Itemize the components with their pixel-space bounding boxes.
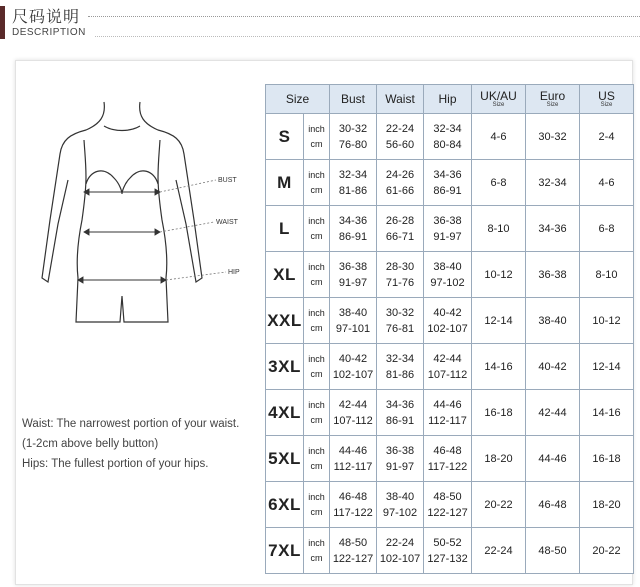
size-cell xyxy=(266,528,304,574)
us-cell xyxy=(580,114,634,160)
header-size: Size xyxy=(266,85,330,114)
size-label: L xyxy=(279,218,290,238)
cm-value: 91-97 xyxy=(338,276,368,289)
waist-cell xyxy=(377,528,424,574)
us-value: 4-6 xyxy=(598,176,615,189)
size-label: M xyxy=(277,172,292,192)
inch-value: 30-32 xyxy=(385,306,415,319)
euro-value: 42-44 xyxy=(538,406,567,419)
inch-value: 26-28 xyxy=(385,214,415,227)
uk-au-value: 6-8 xyxy=(490,176,507,189)
header-uk-au: UK/AU Size xyxy=(472,85,526,114)
header-divider xyxy=(88,16,640,17)
size-cell xyxy=(266,482,304,528)
inch-value: 22-24 xyxy=(385,122,415,135)
us-value: 6-8 xyxy=(598,222,615,235)
cm-value: 61-66 xyxy=(385,184,415,197)
inch-value: 48-50 xyxy=(338,536,368,549)
uk-au-value: 14-16 xyxy=(484,360,513,373)
header-waist: Waist xyxy=(377,85,424,114)
table-row xyxy=(266,528,634,574)
euro-value: 36-38 xyxy=(538,268,567,281)
cm-value: 81-86 xyxy=(385,368,415,381)
unit-cm: cm xyxy=(310,322,323,333)
inch-value: 36-38 xyxy=(433,214,462,227)
uk-au-value: 4-6 xyxy=(490,130,507,143)
size-label: S xyxy=(278,126,291,146)
note-waist-detail: (1-2cm above belly button) xyxy=(22,438,159,450)
size-label: 7XL xyxy=(268,540,301,560)
size-label: XL xyxy=(273,264,296,284)
us-cell xyxy=(580,206,634,252)
inch-value: 32-34 xyxy=(338,168,368,181)
inch-value: 40-42 xyxy=(338,352,368,365)
unit-inch: inch xyxy=(308,169,325,180)
cm-value: 81-86 xyxy=(338,184,368,197)
us-cell xyxy=(580,436,634,482)
inch-value: 24-26 xyxy=(385,168,415,181)
waist-cell xyxy=(377,482,424,528)
inch-value: 38-40 xyxy=(433,260,462,273)
uk-au-value: 20-22 xyxy=(484,498,513,511)
cm-value: 112-117 xyxy=(428,414,467,427)
cm-value: 107-112 xyxy=(333,414,373,427)
header-bust: Bust xyxy=(330,85,377,114)
cm-value: 71-76 xyxy=(385,276,415,289)
inch-value: 32-34 xyxy=(433,122,462,135)
uk-au-value: 16-18 xyxy=(484,406,513,419)
uk-au-value: 8-10 xyxy=(487,222,510,235)
inch-value: 28-30 xyxy=(385,260,415,273)
size-cell xyxy=(266,252,304,298)
unit-inch: inch xyxy=(308,123,325,134)
us-cell xyxy=(580,298,634,344)
header-hip: Hip xyxy=(424,85,472,114)
euro-value: 48-50 xyxy=(538,544,567,557)
waist-cell xyxy=(377,390,424,436)
unit-cell xyxy=(304,390,330,436)
unit-cm: cm xyxy=(310,138,323,149)
header-accent-bar xyxy=(0,6,5,39)
waist-cell xyxy=(377,252,424,298)
uk-au-cell xyxy=(472,160,526,206)
table-row xyxy=(266,114,634,160)
bust-cell xyxy=(330,160,377,206)
us-cell xyxy=(580,482,634,528)
unit-cell xyxy=(304,252,330,298)
uk-au-cell xyxy=(472,114,526,160)
unit-inch: inch xyxy=(308,261,325,272)
unit-inch: inch xyxy=(308,307,325,318)
table-row xyxy=(266,390,634,436)
size-cell xyxy=(266,114,304,160)
waist-cell xyxy=(377,206,424,252)
us-value: 8-10 xyxy=(595,268,618,281)
unit-inch: inch xyxy=(308,445,325,456)
uk-au-value: 18-20 xyxy=(484,452,513,465)
us-value: 18-20 xyxy=(592,498,621,511)
hip-cell xyxy=(424,390,472,436)
inch-value: 46-48 xyxy=(433,444,462,457)
inch-value: 22-24 xyxy=(385,536,415,549)
euro-cell xyxy=(526,114,580,160)
cm-value: 86-91 xyxy=(338,230,368,243)
euro-cell xyxy=(526,528,580,574)
unit-cell xyxy=(304,436,330,482)
size-cell xyxy=(266,344,304,390)
unit-cm: cm xyxy=(310,184,323,195)
euro-cell xyxy=(526,298,580,344)
euro-cell xyxy=(526,482,580,528)
uk-au-cell xyxy=(472,206,526,252)
table-row xyxy=(266,436,634,482)
unit-cell xyxy=(304,482,330,528)
unit-cm: cm xyxy=(310,414,323,425)
cm-value: 97-102 xyxy=(430,276,465,289)
inch-value: 38-40 xyxy=(385,490,415,503)
inch-value: 34-36 xyxy=(433,168,462,181)
us-cell xyxy=(580,528,634,574)
hip-cell xyxy=(424,436,472,482)
header-title: 尺码说明 xyxy=(12,9,81,26)
uk-au-value: 10-12 xyxy=(484,268,513,281)
waist-cell xyxy=(377,298,424,344)
inch-value: 42-44 xyxy=(433,352,462,365)
cm-value: 76-81 xyxy=(385,322,415,335)
euro-cell xyxy=(526,344,580,390)
us-value: 12-14 xyxy=(592,360,621,373)
cm-value: 97-102 xyxy=(382,506,418,519)
waist-cell xyxy=(377,344,424,390)
uk-au-cell xyxy=(472,528,526,574)
cm-value: 122-127 xyxy=(332,552,374,565)
size-cell xyxy=(266,298,304,344)
euro-cell xyxy=(526,390,580,436)
us-value: 16-18 xyxy=(592,452,621,465)
hip-cell xyxy=(424,482,472,528)
cm-value: 56-60 xyxy=(385,138,415,151)
us-value: 20-22 xyxy=(592,544,621,557)
inch-value: 38-40 xyxy=(338,306,368,319)
table-row xyxy=(266,344,634,390)
cm-value: 91-97 xyxy=(385,460,415,473)
inch-value: 34-36 xyxy=(385,398,415,411)
size-label: 6XL xyxy=(268,494,301,514)
euro-value: 30-32 xyxy=(538,130,567,143)
us-value: 14-16 xyxy=(592,406,621,419)
inch-value: 32-34 xyxy=(385,352,415,365)
measurement-notes xyxy=(22,414,239,474)
us-value: 10-12 xyxy=(592,314,621,327)
size-cell xyxy=(266,390,304,436)
cm-value: 127-132 xyxy=(427,552,468,565)
unit-inch: inch xyxy=(308,215,325,226)
unit-cm: cm xyxy=(310,230,323,241)
size-label: 5XL xyxy=(268,448,301,468)
cm-value: 102-107 xyxy=(379,552,421,565)
bust-cell xyxy=(330,436,377,482)
uk-au-cell xyxy=(472,482,526,528)
uk-au-value: 22-24 xyxy=(484,544,513,557)
us-cell xyxy=(580,252,634,298)
euro-value: 34-36 xyxy=(538,222,567,235)
cm-value: 117-122 xyxy=(427,460,468,473)
hip-cell xyxy=(424,252,472,298)
inch-value: 40-42 xyxy=(433,306,462,319)
euro-cell xyxy=(526,252,580,298)
size-cell xyxy=(266,160,304,206)
table-row xyxy=(266,160,634,206)
inch-value: 42-44 xyxy=(338,398,368,411)
hip-cell xyxy=(424,528,472,574)
size-label: 3XL xyxy=(268,356,301,376)
euro-value: 32-34 xyxy=(538,176,567,189)
waist-cell xyxy=(377,114,424,160)
us-cell xyxy=(580,390,634,436)
header-euro: Euro Size xyxy=(526,85,580,114)
unit-inch: inch xyxy=(308,399,325,410)
size-label: 4XL xyxy=(268,402,301,422)
waist-cell xyxy=(377,160,424,206)
inch-value: 48-50 xyxy=(433,490,462,503)
unit-inch: inch xyxy=(308,353,325,364)
cm-value: 86-91 xyxy=(385,414,415,427)
hip-label: HIP xyxy=(228,269,240,276)
cm-value: 80-84 xyxy=(433,138,462,151)
header-us: US Size xyxy=(580,85,634,114)
cm-value: 76-80 xyxy=(338,138,368,151)
unit-cm: cm xyxy=(310,368,323,379)
inch-value: 34-36 xyxy=(338,214,368,227)
cm-value: 112-117 xyxy=(333,460,373,473)
uk-au-cell xyxy=(472,252,526,298)
cm-value: 122-127 xyxy=(427,506,468,519)
hip-cell xyxy=(424,298,472,344)
inch-value: 30-32 xyxy=(338,122,368,135)
unit-cm: cm xyxy=(310,506,323,517)
unit-cell xyxy=(304,114,330,160)
cm-value: 102-107 xyxy=(427,322,468,335)
bust-cell xyxy=(330,252,377,298)
euro-value: 38-40 xyxy=(538,314,567,327)
cm-value: 86-91 xyxy=(433,184,462,197)
inch-value: 46-48 xyxy=(338,490,368,503)
unit-cm: cm xyxy=(310,552,323,563)
inch-value: 44-46 xyxy=(433,398,462,411)
table-row xyxy=(266,252,634,298)
us-cell xyxy=(580,344,634,390)
bust-cell xyxy=(330,390,377,436)
unit-cm: cm xyxy=(310,460,323,471)
bust-cell xyxy=(330,298,377,344)
us-value: 2-4 xyxy=(598,130,615,143)
table-row xyxy=(266,298,634,344)
page-header xyxy=(0,0,640,44)
bust-cell xyxy=(330,528,377,574)
bust-cell xyxy=(330,482,377,528)
hip-cell xyxy=(424,206,472,252)
uk-au-cell xyxy=(472,390,526,436)
unit-inch: inch xyxy=(308,491,325,502)
waist-cell xyxy=(377,436,424,482)
inch-value: 50-52 xyxy=(433,536,462,549)
euro-value: 40-42 xyxy=(538,360,567,373)
euro-cell xyxy=(526,160,580,206)
euro-value: 46-48 xyxy=(538,498,567,511)
size-label: XXL xyxy=(267,310,302,330)
uk-au-cell xyxy=(472,436,526,482)
size-table xyxy=(265,84,634,574)
inch-value: 44-46 xyxy=(338,444,368,457)
unit-cm: cm xyxy=(310,276,323,287)
size-cell xyxy=(266,436,304,482)
euro-cell xyxy=(526,436,580,482)
uk-au-cell xyxy=(472,298,526,344)
us-cell xyxy=(580,160,634,206)
unit-cell xyxy=(304,298,330,344)
note-hips: Hips: The fullest portion of your hips. xyxy=(22,458,209,470)
uk-au-value: 12-14 xyxy=(484,314,513,327)
cm-value: 97-101 xyxy=(335,322,371,335)
euro-cell xyxy=(526,206,580,252)
cm-value: 117-122 xyxy=(333,506,373,519)
cm-value: 102-107 xyxy=(332,368,374,381)
note-waist: Waist: The narrowest portion of your waist. xyxy=(22,418,240,430)
unit-inch: inch xyxy=(308,537,325,548)
cm-value: 107-112 xyxy=(427,368,468,381)
euro-value: 44-46 xyxy=(538,452,567,465)
table-header-row xyxy=(266,85,634,114)
unit-cell xyxy=(304,160,330,206)
cm-value: 91-97 xyxy=(433,230,462,243)
unit-cell xyxy=(304,206,330,252)
table-row xyxy=(266,482,634,528)
bust-label: BUST xyxy=(218,177,237,184)
waist-label: WAIST xyxy=(216,219,238,226)
bust-cell xyxy=(330,114,377,160)
body-measurement-figure xyxy=(30,100,255,360)
cm-value: 66-71 xyxy=(385,230,415,243)
inch-value: 36-38 xyxy=(338,260,368,273)
hip-cell xyxy=(424,114,472,160)
header-divider-lower xyxy=(95,36,640,37)
bust-cell xyxy=(330,344,377,390)
inch-value: 36-38 xyxy=(385,444,415,457)
unit-cell xyxy=(304,344,330,390)
hip-cell xyxy=(424,160,472,206)
header-subtitle: DESCRIPTION xyxy=(12,27,86,38)
uk-au-cell xyxy=(472,344,526,390)
bust-cell xyxy=(330,206,377,252)
table-row xyxy=(266,206,634,252)
hip-cell xyxy=(424,344,472,390)
size-cell xyxy=(266,206,304,252)
unit-cell xyxy=(304,528,330,574)
